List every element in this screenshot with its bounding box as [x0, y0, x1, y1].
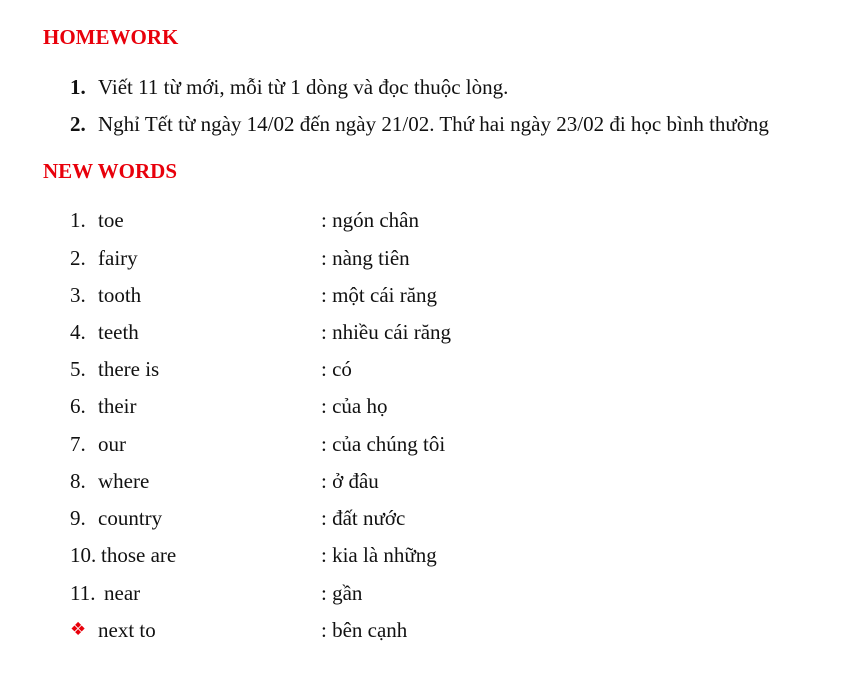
- word-english: toe: [98, 208, 124, 232]
- word-row: [70, 210, 770, 234]
- homework-item-text: Viết 11 từ mới, mỗi từ 1 dòng và đọc thuộc lòng.: [98, 75, 509, 99]
- word-english: teeth: [98, 320, 139, 344]
- homework-item-number: 1.: [70, 75, 86, 99]
- word-number: 3.: [70, 283, 86, 307]
- word-meaning: : một cái răng: [321, 283, 438, 307]
- word-row: [70, 583, 770, 607]
- word-row: [70, 248, 770, 272]
- word-number: 6.: [70, 394, 86, 418]
- diamond-bullet-icon: ❖: [70, 619, 87, 640]
- word-row: [70, 471, 770, 495]
- word-english: their: [98, 394, 137, 418]
- word-meaning: : đất nước: [321, 506, 406, 530]
- word-meaning: : ở đâu: [321, 469, 379, 493]
- word-meaning: : nàng tiên: [321, 246, 410, 270]
- word-number: 9.: [70, 506, 86, 530]
- word-english: next to: [98, 618, 156, 642]
- homework-item: [70, 114, 769, 135]
- word-meaning: : ngón chân: [321, 208, 419, 232]
- word-meaning: : của chúng tôi: [321, 432, 446, 456]
- word-number: 10.: [70, 543, 97, 567]
- word-number: 11.: [70, 581, 96, 605]
- homework-heading: HOMEWORK: [43, 25, 179, 49]
- word-english: those are: [101, 543, 177, 567]
- word-row: [70, 508, 770, 532]
- word-meaning: : kia là những: [321, 543, 437, 567]
- word-english: near: [104, 581, 141, 605]
- word-meaning: : gần: [321, 581, 363, 605]
- word-meaning: : nhiều cái răng: [321, 320, 452, 344]
- new-words-heading: NEW WORDS: [43, 159, 178, 183]
- word-english: country: [98, 506, 163, 530]
- word-number: 2.: [70, 246, 86, 270]
- word-number: 5.: [70, 357, 86, 381]
- homework-item: [70, 77, 508, 98]
- word-number: 1.: [70, 208, 86, 232]
- word-english: tooth: [98, 283, 142, 307]
- homework-item-text: Nghỉ Tết từ ngày 14/02 đến ngày 21/02. Thứ hai ngày 23/02 đi học bình thường: [98, 112, 769, 136]
- word-row: [70, 396, 770, 420]
- word-english: fairy: [98, 246, 138, 270]
- word-row: [70, 545, 770, 569]
- word-english: there is: [98, 357, 160, 381]
- word-number: 8.: [70, 469, 86, 493]
- word-english: our: [98, 432, 126, 456]
- homework-item-number: 2.: [70, 112, 86, 136]
- word-row: [70, 285, 770, 309]
- word-meaning: : của họ: [321, 394, 388, 418]
- word-number: 7.: [70, 432, 86, 456]
- word-meaning: : có: [321, 357, 352, 381]
- word-row: [70, 620, 770, 644]
- word-english: where: [98, 469, 150, 493]
- word-row: [70, 322, 770, 346]
- word-row: [70, 359, 770, 383]
- word-meaning: : bên cạnh: [321, 618, 408, 642]
- word-number: 4.: [70, 320, 86, 344]
- word-row: [70, 434, 770, 458]
